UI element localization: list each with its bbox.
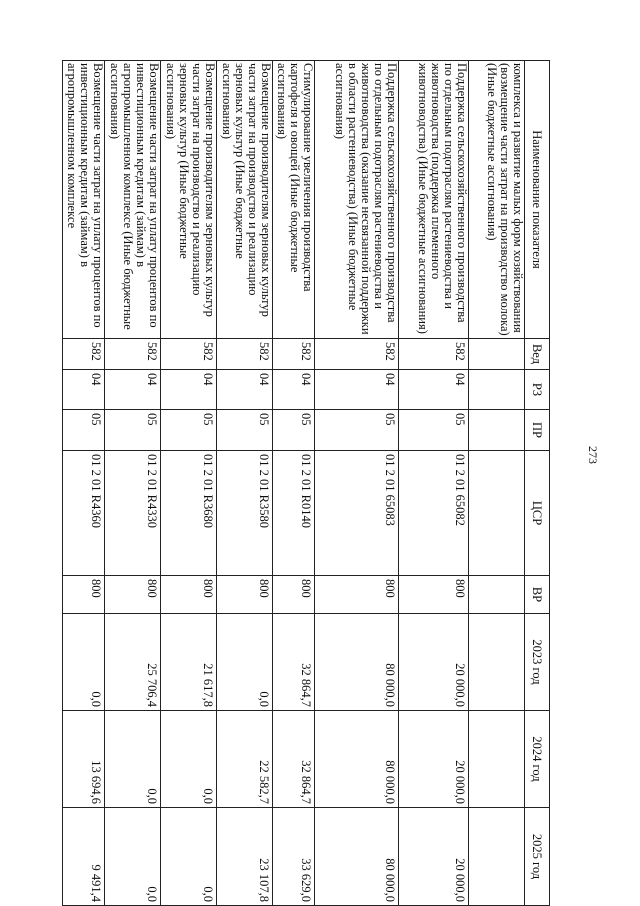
row-rz: 04 bbox=[273, 370, 315, 410]
row-2025: 80 000,0 bbox=[315, 808, 399, 906]
row-name: Возмещение производителям зерновых культур части затрат на производство и реализацию зерновых культур (Иные бюджетные ассигнования) bbox=[217, 61, 273, 339]
table-header-row bbox=[525, 61, 550, 906]
row-2024: 0,0 bbox=[161, 711, 217, 808]
table-row bbox=[315, 61, 399, 906]
row-csr: 01 2 01 R4330 bbox=[105, 451, 161, 576]
row-2024: 20 000,0 bbox=[399, 711, 469, 808]
header-rz: РЗ bbox=[525, 370, 550, 410]
table-row bbox=[469, 61, 525, 906]
header-2025: 2025 год bbox=[525, 808, 550, 906]
table-body bbox=[63, 61, 525, 906]
row-2024: 22 582,7 bbox=[217, 711, 273, 808]
row-pr: 05 bbox=[161, 410, 217, 451]
page-number: 273 bbox=[586, 446, 600, 464]
header-ved: Вед bbox=[525, 339, 550, 370]
row-name: Стимулирование увеличения производства картофеля и овощей (Иные бюджетные ассигнования) bbox=[273, 61, 315, 339]
row-ved: 582 bbox=[161, 339, 217, 370]
row-vr: 800 bbox=[399, 576, 469, 614]
row-rz: 04 bbox=[63, 370, 105, 410]
row-2025: 0,0 bbox=[161, 808, 217, 906]
budget-table bbox=[62, 60, 550, 906]
row-rz: 04 bbox=[161, 370, 217, 410]
row-csr: 01 2 01 65083 bbox=[315, 451, 399, 576]
row-pr: 05 bbox=[399, 410, 469, 451]
row-pr: 05 bbox=[63, 410, 105, 451]
row-csr: 01 2 01 R0140 bbox=[273, 451, 315, 576]
header-csr: ЦСР bbox=[525, 451, 550, 576]
row-2025: 33 629,0 bbox=[273, 808, 315, 906]
row-2023: 32 864,7 bbox=[273, 614, 315, 711]
row-2023: 0,0 bbox=[63, 614, 105, 711]
row-name: Поддержка сельскохозяйственного производства по отдельным подотраслям растениеводства и животноводства (поддержка племенного животноводства) (Иные бюджетные ассигнования) bbox=[399, 61, 469, 339]
row-csr: 01 2 01 65082 bbox=[399, 451, 469, 576]
row-csr bbox=[469, 451, 525, 576]
row-2025 bbox=[469, 808, 525, 906]
row-vr: 800 bbox=[315, 576, 399, 614]
row-ved bbox=[469, 339, 525, 370]
row-ved: 582 bbox=[399, 339, 469, 370]
row-name: Возмещение части затрат на уплату процентов по инвестиционным кредитам (займам) в агропромышленном комплексе (Иные бюджетные ассигнования) bbox=[105, 61, 161, 339]
row-2023: 80 000,0 bbox=[315, 614, 399, 711]
row-pr: 05 bbox=[217, 410, 273, 451]
row-2023: 20 000,0 bbox=[399, 614, 469, 711]
row-ved: 582 bbox=[315, 339, 399, 370]
header-pr: ПР bbox=[525, 410, 550, 451]
header-2023: 2023 год bbox=[525, 614, 550, 711]
row-2024: 0,0 bbox=[105, 711, 161, 808]
table-row bbox=[63, 61, 105, 906]
header-2024: 2024 год bbox=[525, 711, 550, 808]
row-2024: 32 864,7 bbox=[273, 711, 315, 808]
table-row bbox=[399, 61, 469, 906]
row-2023 bbox=[469, 614, 525, 711]
row-name: Возмещение части затрат на уплату процентов по инвестиционным кредитам (займам) в агропромышленном комплексе bbox=[63, 61, 105, 339]
table-row bbox=[217, 61, 273, 906]
row-vr: 800 bbox=[105, 576, 161, 614]
row-vr: 800 bbox=[63, 576, 105, 614]
row-2023: 25 706,4 bbox=[105, 614, 161, 711]
row-vr: 800 bbox=[161, 576, 217, 614]
row-ved: 582 bbox=[217, 339, 273, 370]
row-rz: 04 bbox=[217, 370, 273, 410]
row-rz: 04 bbox=[399, 370, 469, 410]
row-csr: 01 2 01 R3580 bbox=[217, 451, 273, 576]
row-name: Возмещение производителям зерновых культур части затрат на производство и реализацию зерновых культур (Иные бюджетные ассигнования) bbox=[161, 61, 217, 339]
row-vr bbox=[469, 576, 525, 614]
row-2025: 9 491,4 bbox=[63, 808, 105, 906]
row-2025: 0,0 bbox=[105, 808, 161, 906]
row-pr: 05 bbox=[273, 410, 315, 451]
row-rz bbox=[469, 370, 525, 410]
row-pr bbox=[469, 410, 525, 451]
row-2024 bbox=[469, 711, 525, 808]
row-2023: 21 617,8 bbox=[161, 614, 217, 711]
row-pr: 05 bbox=[105, 410, 161, 451]
row-rz: 04 bbox=[105, 370, 161, 410]
row-2025: 20 000,0 bbox=[399, 808, 469, 906]
header-name: Наименование показателя bbox=[525, 61, 550, 339]
row-2023: 0,0 bbox=[217, 614, 273, 711]
row-ved: 582 bbox=[273, 339, 315, 370]
row-vr: 800 bbox=[273, 576, 315, 614]
row-name: комплекса и развитие малых форм хозяйствования (возмещение части затрат на производство молока) (Иные бюджетные ассигнования) bbox=[469, 61, 525, 339]
row-vr: 800 bbox=[217, 576, 273, 614]
header-vr: ВР bbox=[525, 576, 550, 614]
table-row bbox=[161, 61, 217, 906]
row-csr: 01 2 01 R3680 bbox=[161, 451, 217, 576]
rotated-page bbox=[40, 60, 550, 905]
row-ved: 582 bbox=[63, 339, 105, 370]
row-pr: 05 bbox=[315, 410, 399, 451]
row-name: Поддержка сельскохозяйственного производства по отдельным подотраслям растениеводства и животноводства (оказание несвязанной поддержки в области растениеводства) (Иные бюджетные ассигнования) bbox=[315, 61, 399, 339]
row-2024: 80 000,0 bbox=[315, 711, 399, 808]
row-2025: 23 107,8 bbox=[217, 808, 273, 906]
table-row bbox=[273, 61, 315, 906]
row-rz: 04 bbox=[315, 370, 399, 410]
row-2024: 13 694,6 bbox=[63, 711, 105, 808]
table-row bbox=[105, 61, 161, 906]
row-ved: 582 bbox=[105, 339, 161, 370]
row-csr: 01 2 01 R4360 bbox=[63, 451, 105, 576]
